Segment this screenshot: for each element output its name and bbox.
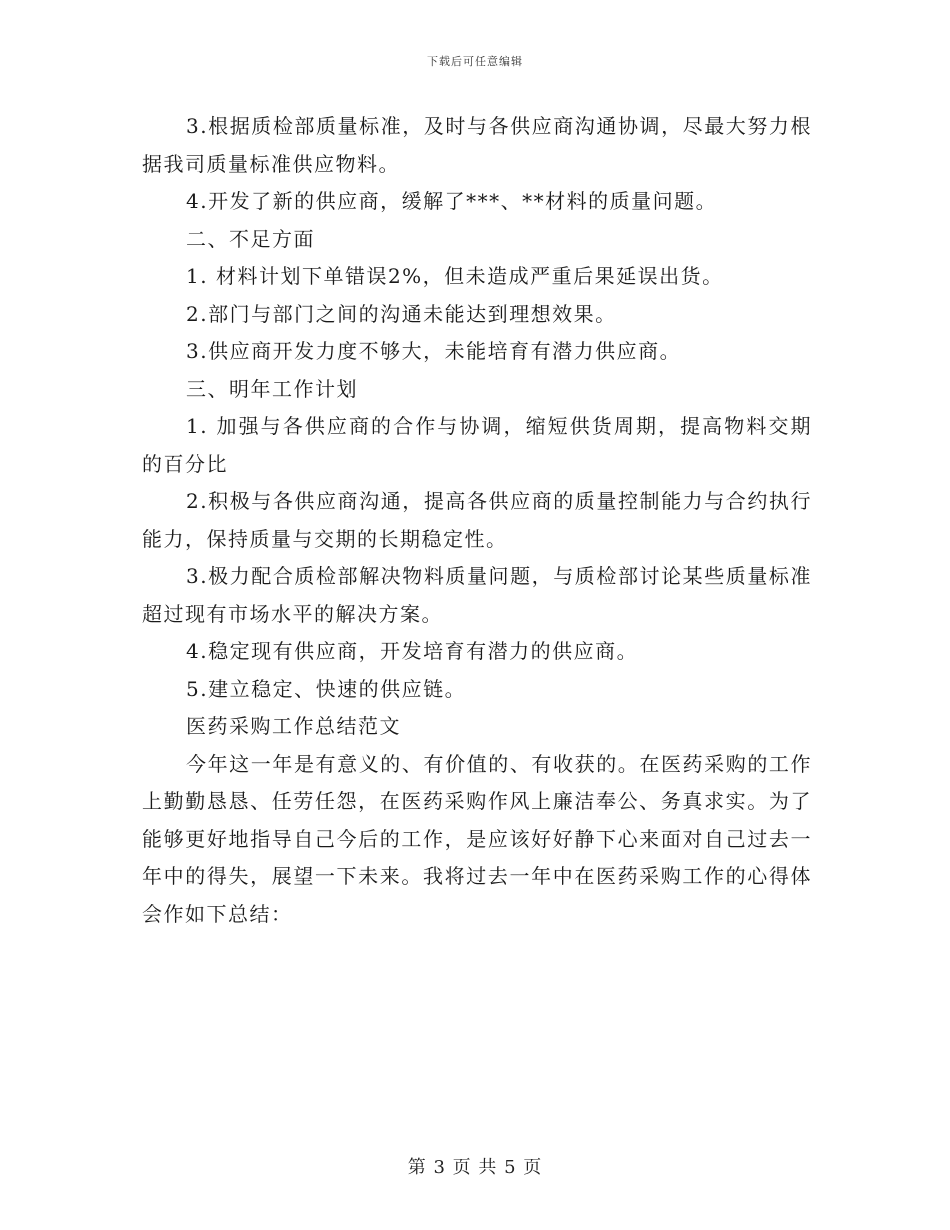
paragraph: 3.供应商开发力度不够大，未能培育有潜力供应商。 [186,339,682,363]
paragraph: 1. 加强与各供应商的合作与协调，缩短供货周期，提高物料交期的百分比 [142,414,812,476]
paragraph: 5.建立稳定、快速的供应链。 [186,676,467,701]
paragraph: 2.积极与各供应商沟通，提高各供应商的质量控制能力与合约执行能力，保持质量与交期的长期稳定性。 [142,489,812,551]
document-body [142,108,812,933]
paragraph: 3.极力配合质检部解决物料质量问题，与质检部讨论某些质量标准超过现有市场水平的解决方案。 [142,564,812,626]
paragraph: 今年这一年是有意义的、有价值的、有收获的。在医药采购的工作上勤勤恳恳、任劳任怨，在医药采购作风上廉洁奉公、务真求实。为了能够更好地指导自己今后的工作，是应该好好静下心来面对自己过去一年中的得失，展望一下未来。我将过去一年中在医药采购工作的心得体会作如下总结： [142,751,812,926]
section-heading: 三、明年工作计划 [186,376,358,401]
page-number-footer: 第 3 页 共 5 页 [407,1157,543,1178]
section-heading: 二、不足方面 [186,226,315,251]
header-note: 下载后可任意编辑 [427,55,523,68]
paragraph: 1. 材料计划下单错误2%，但未造成严重后果延误出货。 [186,264,724,288]
paragraph: 4.稳定现有供应商，开发培育有潜力的供应商。 [186,639,639,663]
paragraph: 3.根据质检部质量标准，及时与各供应商沟通协调，尽最大努力根据我司质量标准供应物料。 [142,114,812,176]
paragraph: 2.部门与部门之间的沟通未能达到理想效果。 [186,301,617,326]
document-title: 医药采购工作总结范文 [186,714,401,738]
paragraph: 4.开发了新的供应商，缓解了***、**材料的质量问题。 [186,189,718,213]
